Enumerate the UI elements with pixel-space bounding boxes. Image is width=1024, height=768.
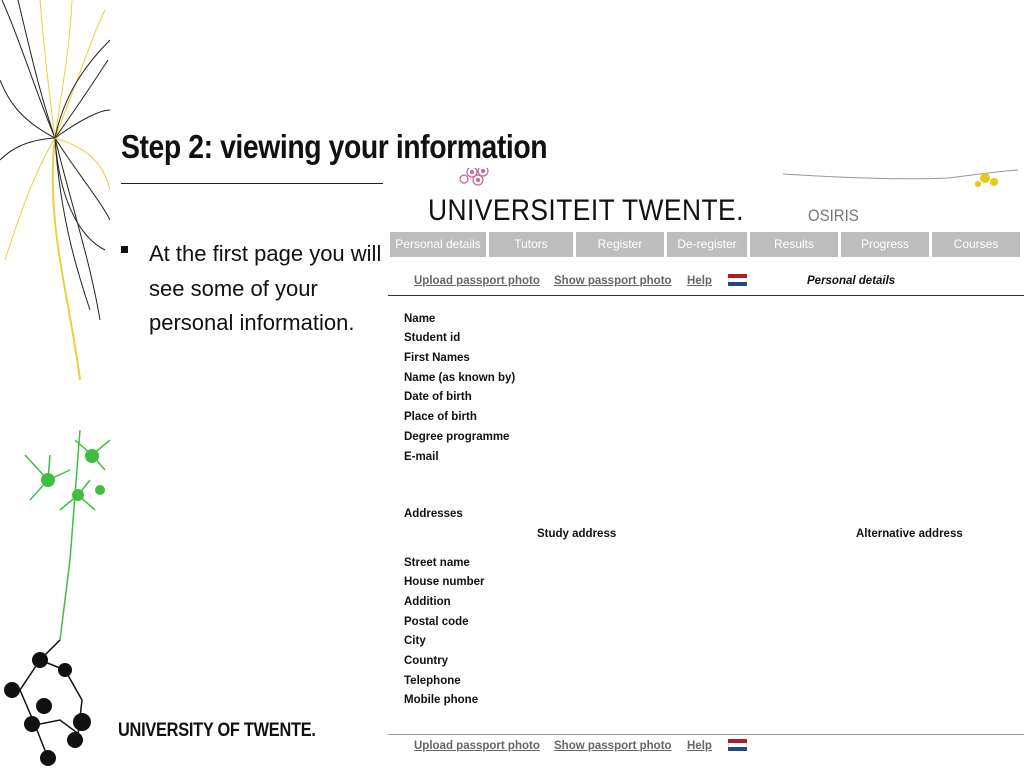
- upload-passport-photo-link-bottom[interactable]: Upload passport photo: [414, 740, 540, 752]
- field-label-first-names: First Names: [404, 352, 470, 364]
- upload-passport-photo-link[interactable]: Upload passport photo: [414, 275, 540, 287]
- university-logo: UNIVERSITY OF TWENTE.: [118, 720, 316, 741]
- field-label-known-name: Name (as known by): [404, 372, 516, 384]
- slide-title: Step 2: viewing your information: [121, 128, 548, 165]
- study-address-heading: Study address: [537, 528, 617, 540]
- dutch-flag-icon[interactable]: [728, 274, 747, 286]
- field-label-place-of-birth: Place of birth: [404, 411, 477, 423]
- field-label-postal-code: Postal code: [404, 616, 469, 628]
- osiris-label: OSIRIS: [808, 206, 859, 225]
- addresses-heading: Addresses: [404, 508, 463, 520]
- help-link[interactable]: Help: [687, 275, 712, 287]
- main-nav-tabs: [390, 232, 1020, 257]
- tab-progress[interactable]: Progress: [841, 232, 929, 257]
- field-label-street-name: Street name: [404, 557, 470, 569]
- header-decoration: [388, 168, 1024, 192]
- bullet-text: At the first page you will see some of your personal information.: [149, 241, 382, 335]
- tab-results[interactable]: Results: [750, 232, 838, 257]
- show-passport-photo-link[interactable]: Show passport photo: [554, 275, 672, 287]
- osiris-screenshot: [388, 168, 1024, 768]
- field-label-addition: Addition: [404, 596, 451, 608]
- field-label-date-of-birth: Date of birth: [404, 391, 472, 403]
- field-label-house-number: House number: [404, 576, 485, 588]
- dutch-flag-icon[interactable]: [728, 739, 747, 751]
- field-label-name: Name: [404, 313, 436, 325]
- decorative-plant-illustration: [0, 0, 110, 768]
- universiteit-twente-logo: UNIVERSITEIT TWENTE.: [428, 194, 744, 227]
- field-label-degree-programme: Degree programme: [404, 431, 510, 443]
- bottom-divider: [388, 734, 1024, 735]
- tab-courses[interactable]: Courses: [932, 232, 1020, 257]
- help-link-bottom[interactable]: Help: [687, 740, 712, 752]
- page-toolbar: [388, 272, 1024, 294]
- field-label-email: E-mail: [404, 451, 439, 463]
- field-label-mobile-phone: Mobile phone: [404, 694, 479, 706]
- tab-de-register[interactable]: De-register: [667, 232, 747, 257]
- current-page-label: Personal details: [807, 275, 896, 287]
- tab-personal-details[interactable]: Personal details: [390, 232, 486, 257]
- field-label-telephone: Telephone: [404, 675, 461, 687]
- tab-tutors[interactable]: Tutors: [489, 232, 573, 257]
- field-label-student-id: Student id: [404, 332, 461, 344]
- bottom-toolbar: [388, 734, 1024, 762]
- toolbar-divider: [388, 295, 1024, 296]
- bullet-marker: [121, 246, 128, 253]
- tab-register[interactable]: Register: [576, 232, 664, 257]
- title-underline: [121, 183, 383, 184]
- show-passport-photo-link-bottom[interactable]: Show passport photo: [554, 740, 672, 752]
- field-label-country: Country: [404, 655, 449, 667]
- alternative-address-heading: Alternative address: [856, 528, 963, 540]
- field-label-city: City: [404, 635, 426, 647]
